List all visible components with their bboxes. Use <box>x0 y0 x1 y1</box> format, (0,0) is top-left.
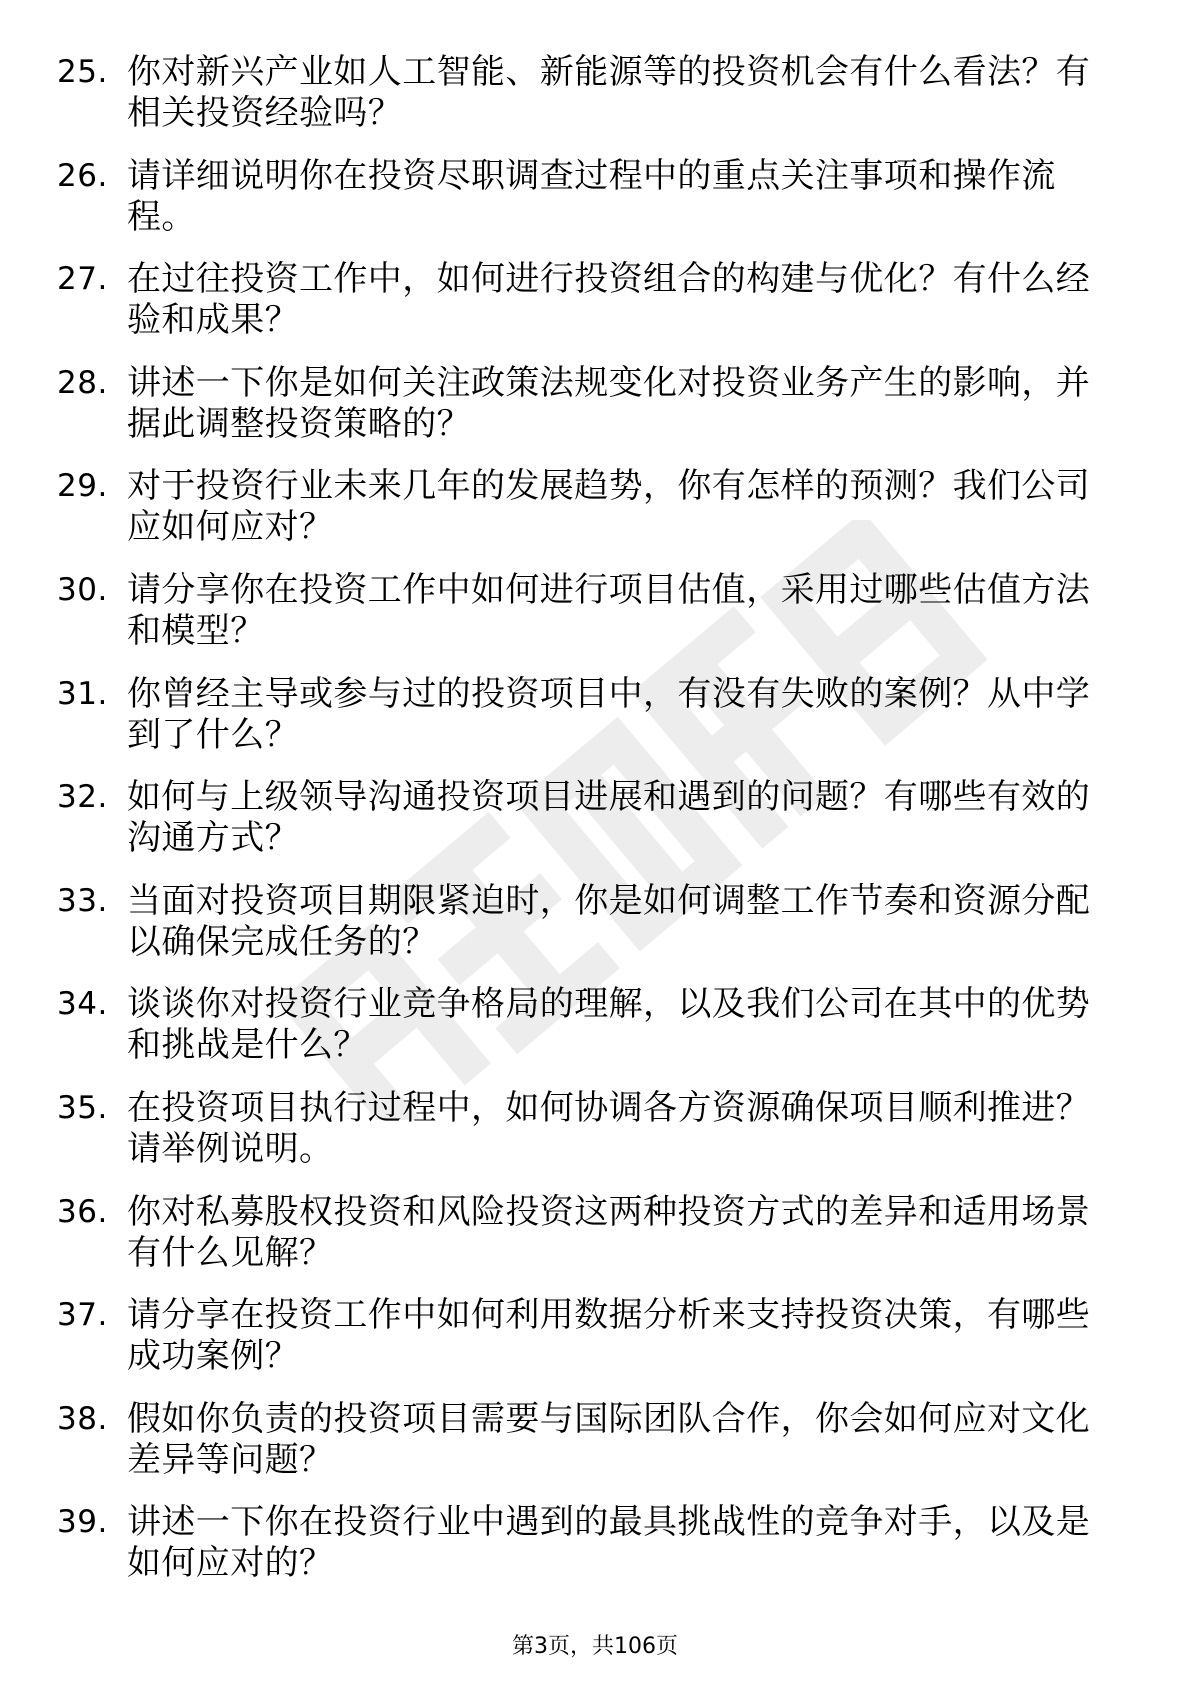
question-item <box>0 570 1190 674</box>
question-text: 请分享你在投资工作中如何进行项目估值，采用过哪些估值方法和模型？ <box>127 569 1091 651</box>
question-item <box>0 1192 1190 1296</box>
question-number: 30. <box>57 571 108 608</box>
question-item <box>0 674 1190 778</box>
question-text: 你对私募股权投资和风险投资这两种投资方式的差异和适用场景有什么见解？ <box>127 1191 1091 1273</box>
page-footer: 第3页，共106页 <box>512 1634 678 1659</box>
question-number: 33. <box>57 882 108 919</box>
question-text: 讲述一下你在投资行业中遇到的最具挑战性的竞争对手，以及是如何应对的？ <box>127 1502 1091 1584</box>
question-number: 39. <box>57 1504 108 1541</box>
question-number: 36. <box>57 1193 108 1230</box>
question-text: 你对新兴产业如人工智能、新能源等的投资机会有什么看法？有相关投资经验吗？ <box>127 52 1091 133</box>
question-text: 在投资项目执行过程中，如何协调各方资源确保项目顺利推进？请举例说明。 <box>127 1087 1091 1169</box>
question-number: 28. <box>57 364 108 401</box>
question-text: 当面对投资项目期限紧迫时，你是如何调整工作节奏和资源分配以确保完成任务的？ <box>127 880 1091 962</box>
question-item <box>0 466 1190 570</box>
question-number: 32. <box>57 779 108 816</box>
question-text: 对于投资行业未来几年的发展趋势，你有怎样的预测？我们公司应如何应对？ <box>127 466 1091 548</box>
question-item <box>0 881 1190 985</box>
question-number: 37. <box>57 1297 108 1334</box>
question-text: 假如你负责的投资项目需要与国际团队合作，你会如何应对文化差异等问题？ <box>127 1398 1091 1480</box>
question-item <box>0 1088 1190 1192</box>
question-text: 如何与上级领导沟通投资项目进展和遇到的问题？有哪些有效的沟通方式？ <box>127 777 1091 859</box>
question-item <box>0 984 1190 1088</box>
question-number: 29. <box>57 468 108 505</box>
question-number: 31. <box>57 675 108 712</box>
question-text: 请分享在投资工作中如何利用数据分析来支持投资决策，有哪些成功案例？ <box>127 1295 1091 1377</box>
question-list <box>0 52 1190 1606</box>
question-number: 26. <box>57 157 108 194</box>
question-number: 35. <box>57 1089 108 1126</box>
question-text: 请详细说明你在投资尽职调查过程中的重点关注事项和操作流程。 <box>127 155 1056 237</box>
question-text: 在过往投资工作中，如何进行投资组合的构建与优化？有什么经验和成果？ <box>127 259 1091 341</box>
question-item <box>0 259 1190 363</box>
question-item <box>0 777 1190 881</box>
question-item <box>0 1399 1190 1503</box>
question-item <box>0 363 1190 467</box>
question-number: 27. <box>57 261 108 298</box>
question-number: 25. <box>57 54 108 90</box>
question-item <box>0 52 1190 156</box>
question-number: 34. <box>57 986 108 1023</box>
question-item <box>0 1295 1190 1399</box>
question-text: 讲述一下你是如何关注政策法规变化对投资业务产生的影响，并据此调整投资策略的？ <box>127 362 1091 444</box>
question-item <box>0 156 1190 260</box>
question-text: 谈谈你对投资行业竞争格局的理解，以及我们公司在其中的优势和挑战是什么？ <box>127 984 1091 1066</box>
question-number: 38. <box>57 1400 108 1437</box>
question-item <box>0 1502 1190 1606</box>
question-text: 你曾经主导或参与过的投资项目中，有没有失败的案例？从中学到了什么？ <box>127 673 1091 755</box>
